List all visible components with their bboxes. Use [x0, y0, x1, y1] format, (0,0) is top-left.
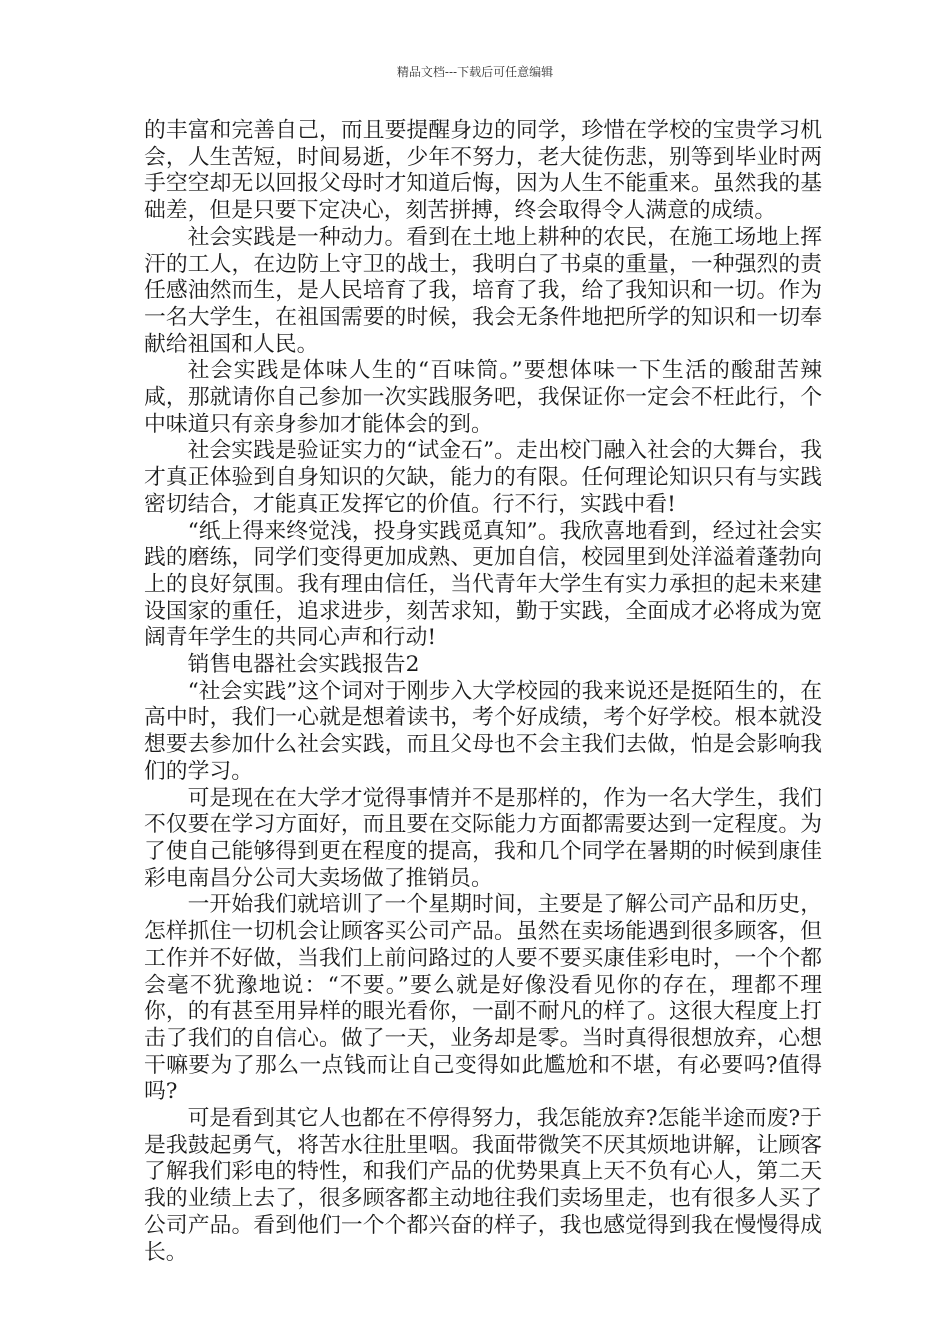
paragraph: 社会实践是体味人生的“百味筒。”要想体味一下生活的酸甜苦辣咸，那就请你自己参加一次实践服务吧，我保证你一定会不枉此行，个中味道只有亲身参加才能体会的到。 — [144, 358, 822, 437]
paragraph: 社会实践是一种动力。看到在土地上耕种的农民，在施工场地上挥汗的工人，在边防上守卫的战士，我明白了书桌的重量，一种强烈的责任感油然而生，是人民培育了我，培育了我，给了我知识和一切。作为一名大学生，在祖国需要的时候，我会无条件地把所学的知识和一切奉献给祖国和人民。 — [144, 224, 822, 357]
paragraph: 一开始我们就培训了一个星期时间，主要是了解公司产品和历史，怎样抓住一切机会让顾客买公司产品。虽然在卖场能遇到很多顾客，但工作并不好做，当我们上前问路过的人要不要买康佳彩电时，一个个都会毫不犹豫地说：“不要。”要么就是好像没看见你的存在，理都不理你，的有甚至用异样的眼光看你，一副不耐凡的样了。这很大程度上打击了我们的自信心。做了一天，业务却是零。当时真得很想放弃，心想干嘛要为了那么一点钱而让自己变得如此尷尬和不堪，有必要吗?值得吗? — [144, 892, 822, 1105]
paragraph: 可是现在在大学才觉得事情并不是那样的，作为一名大学生，我们不仅要在学习方面好，而且要在交际能力方面都需要达到一定程度。为了使自己能够得到更在程度的提高，我和几个同学在暑期的时候到康佳彩电南昌分公司大卖场做了推销员。 — [144, 785, 822, 891]
section-title: 销售电器社会实践报告2 — [187, 652, 420, 678]
page-header: 精品文档---下载后可任意编辑 — [396, 65, 554, 79]
document-body — [144, 118, 822, 1266]
paragraph: 可是看到其它人也都在不停得努力，我怎能放弃?怎能半途而废?于是我鼓起勇气，将苦水往肚里咽。我面带微笑不厌其烦地讲解，让顾客了解我们彩电的特性，和我们产品的优势果真上天不负有心人，第二天我的业绩上去了，很多顾客都主动地往我们卖场里走，也有很多人买了公司产品。看到他们一个个都兴奋的样子，我也感觉得到我在慢慢得成长。 — [144, 1106, 822, 1265]
paragraph: “纸上得来终觉浅，投身实践觅真知”。我欣喜地看到，经过社会实践的磨练，同学们变得更加成熟、更加自信，校园里到处洋溢着蓬勃向上的良好氛围。我有理由信任，当代青年大学生有实力承担的起未来建设国家的重任，追求进步，刻苦求知，勤于实践，全面成才必将成为宽阔青年学生的共同心声和行动! — [144, 518, 822, 651]
paragraph: 社会实践是验证实力的“试金石”。走出校门融入社会的大舞台，我才真正体验到自身知识的欠缺，能力的有限。任何理论知识只有与实践密切结合，才能真正发挥它的价值。行不行，实践中看! — [144, 438, 822, 517]
paragraph: 的丰富和完善自己，而且要提醒身边的同学，珍惜在学校的宝贵学习机会，人生苦短，时间易逝，少年不努力，老大徒伤悲，别等到毕业时两手空空却无以回报父母时才知道后悔，因为人生不能重来。虽然我的基础差，但是只要下定决心，刻苦拼搏，终会取得令人满意的成绩。 — [144, 118, 822, 224]
paragraph: “社会实践”这个词对于刚步入大学校园的我来说还是挺陌生的，在高中时，我们一心就是想着读书，考个好成绩，考个好学校。根本就没想要去参加什么社会实践，而且父母也不会主我们去做，怕是会影响我们的学习。 — [144, 678, 822, 784]
